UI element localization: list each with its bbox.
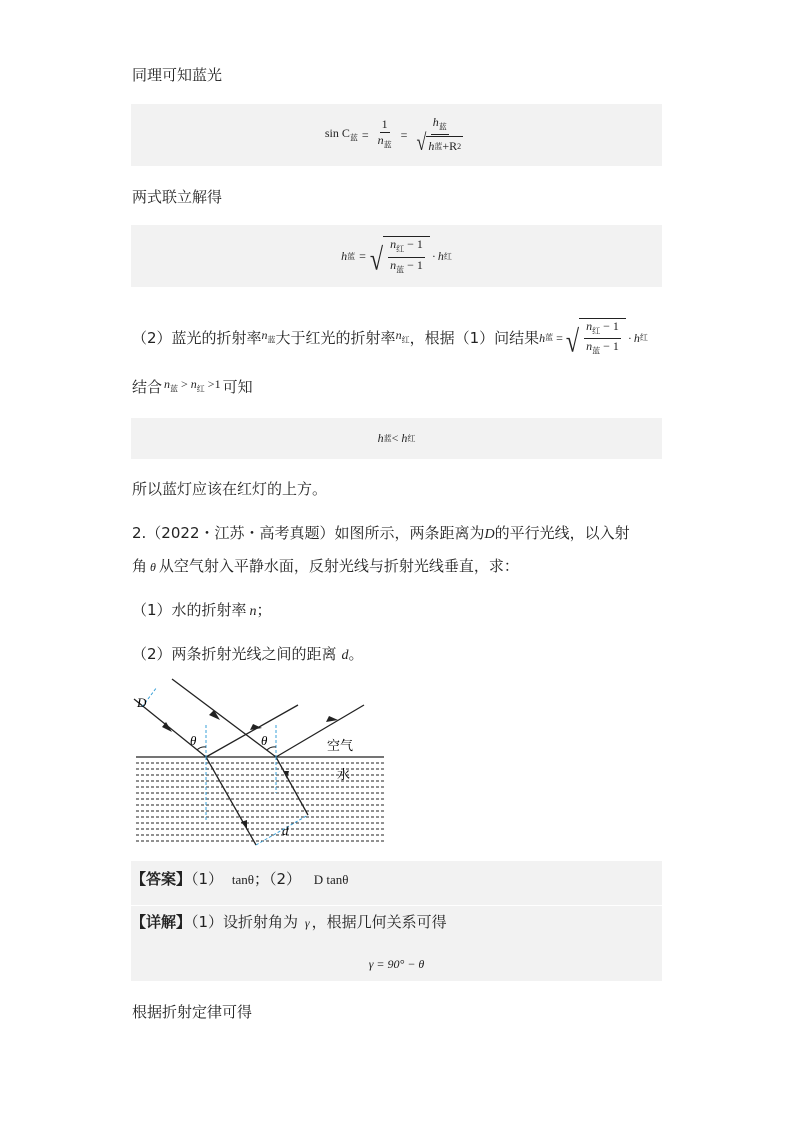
equation-box: [131, 104, 662, 166]
label-water: 水: [337, 768, 351, 783]
question-line: 2.（2022・江苏・高考真题）如图所示，两条距离为D的平行光线，以入射: [132, 524, 630, 542]
label-air: 空气: [327, 739, 354, 754]
text-line: 根据折射定律可得: [132, 1003, 253, 1021]
text-line: 所以蓝灯应该在红灯的上方。: [132, 480, 328, 498]
equation: $\sin C_蓝$ = $\frac{1}{n_蓝}$ = $h_蓝$ √ h 蓝 +R 2: [131, 104, 662, 166]
answer-line: 【答案】（1） tanθ；（2） D tanθ: [131, 870, 349, 888]
sqrt: √ $\frac{n_红 - 1}{n_蓝 - 1}$: [566, 318, 626, 358]
equation: h 蓝 < h 红: [377, 431, 416, 445]
fraction: $h_蓝$ √ h 蓝 +R 2: [416, 114, 462, 156]
equation: h 蓝 = √ $\frac{n_红 - 1}{n_蓝 - 1}$ · h 红: [341, 237, 452, 278]
label-d: d: [282, 823, 289, 838]
light-rays: [134, 679, 364, 845]
text-line: 结合 $n_蓝 > n_红 >1$ 可知: [132, 377, 253, 396]
answer-box: [131, 861, 662, 981]
eq-lhs: $\sin C_蓝$: [324, 126, 358, 143]
normals: [142, 687, 308, 845]
sqrt: √ h 蓝 +R 2: [416, 129, 462, 156]
label-theta: θ: [261, 733, 268, 748]
label-theta: θ: [190, 733, 197, 748]
text-line: （2）蓝光的折射率 $n_蓝$ 大于红光的折射率 $n_红$ ，根据（1）问结果 h 蓝 = √ $\frac{n_红 - 1}{n_蓝 - 1}$ · h 红: [132, 319, 648, 360]
equation-box: [131, 225, 662, 287]
question-line: 角 θ 从空气射入平静水面，反射光线与折射光线垂直，求：: [132, 557, 519, 575]
equation: γ = 90° − θ: [368, 957, 425, 971]
text-line: 同理可知蓝光: [132, 66, 223, 84]
question-line: （2）两条折射光线之间的距离 d。: [132, 645, 364, 663]
text-line: 两式联立解得: [132, 188, 223, 206]
refraction-figure: [132, 675, 388, 850]
sqrt: √ $\frac{n_红 - 1}{n_蓝 - 1}$: [370, 236, 430, 276]
detail-line: 【详解】（1）设折射角为 γ ，根据几何关系可得: [131, 913, 447, 931]
label-D: D: [137, 695, 147, 710]
fraction: $\frac{1}{n_蓝}$: [377, 117, 392, 150]
equation-box: [131, 418, 662, 459]
question-line: （1）水的折射率 n；: [132, 601, 272, 619]
divider: [131, 905, 662, 906]
